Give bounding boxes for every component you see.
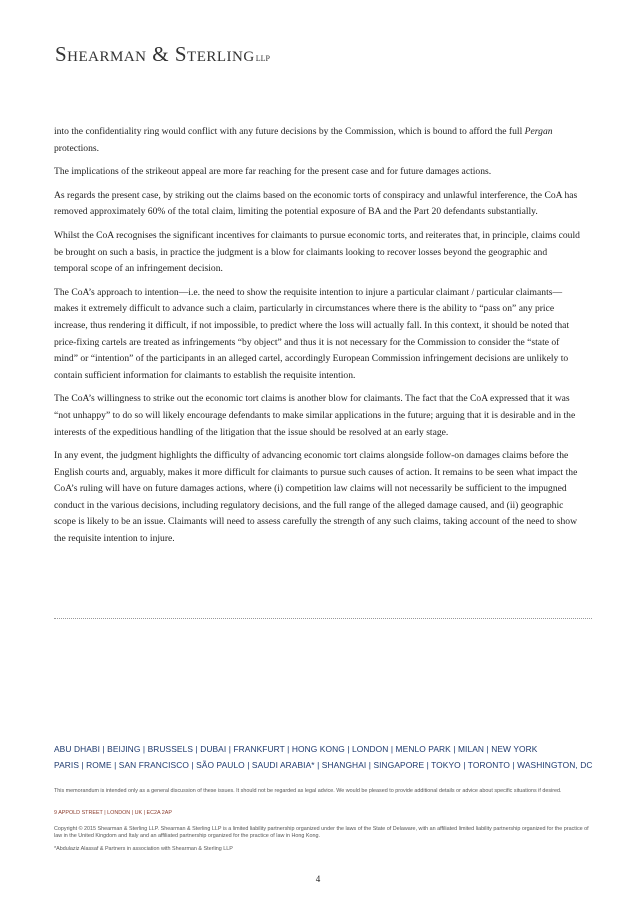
page-number: 4: [315, 874, 321, 884]
copyright: Copyright © 2015 Shearman & Sterling LLP. Shearman & Sterling LLP is a limited liability partnership organized under the laws of the State of Delaware, with an affiliated limited liability partnership organized for the practice of law in the United Kingdom and Italy and an affiliated partnership organized for the practice of law in Hong Kong.: [54, 826, 589, 840]
paragraph: The CoA’s approach to intention—i.e. the need to show the requisite intention to injure a particular claimant / particular claimants—makes it extremely difficult to advance such a claim, particularly in circumstances where there is the ability to “pass on” any price increase, thus rendering it difficult, if not impossible, to predict where the loss will actually fall. In this context, it should be noted that price-fixing cartels are treated as infringements “by object” and thus it is not necessary for the Commission to consider the “state of mind” or “intention” of the participants in an alleged cartel, accordingly European Commission infringement decisions are unlikely to contain sufficient information for claimants to establish the requisite intention.: [54, 286, 570, 381]
logo-text: Shearman & Sterling: [55, 42, 255, 66]
offices-line: PARIS | ROME | SAN FRANCISCO | SÃO PAULO | SAUDI ARABIA* | SHANGHAI | SINGAPORE | TOKYO | TORONTO | WASHINGTON, DC: [54, 760, 593, 770]
case-name: Pergan: [524, 126, 553, 137]
paragraph: In any event, the judgment highlights the difficulty of advancing economic tort claims alongside follow-on damages claims before the English courts and, arguably, makes it more difficult for claimants to pursue such causes of action. It remains to be seen what impact the CoA’s ruling will have on future damages actions, where (i) competition law claims will not necessarily be sufficient to the impugned conduct in the various decisions, including regulatory decisions, and the full range of the alleged damage caused, and (ii) geographic scope is likely to be an issue. Claimants will need to assess carefully the strength of any such claims, taking account of the need to show the requisite intention to injure.: [54, 450, 578, 545]
firm-logo: [55, 42, 270, 67]
paragraph: As regards the present case, by striking out the claims based on the economic torts of conspiracy and unlawful interference, the CoA has removed approximately 60% of the total claim, limiting the potential exposure of BA and the Part 20 defendants substantially.: [54, 189, 578, 218]
address: 9 APPOLD STREET | LONDON | UK | EC2A 2AP: [54, 810, 172, 816]
paragraph-text: into the confidentiality ring would conflict with any future decisions by the Commission, which is bound to afford the full: [54, 126, 525, 137]
paragraph: The CoA’s willingness to strike out the economic tort claims is another blow for claimants. The fact that the CoA expressed that it was “not unhappy” to do so will likely encourage defendants to make similar applications in the future; arguing that it is desirable and in the interests of the expeditious handling of the litigation that the issue should be resolved at an early stage.: [54, 393, 576, 438]
office-locations: [54, 741, 594, 773]
paragraph: Whilst the CoA recognises the significant incentives for claimants to pursue economic torts, and reiterates that, in principle, claims could be brought on such a basis, in practice the judgment is a blow for claimants looking to recover losses beyond the geographic and temporal scope of an infringement decision.: [54, 229, 580, 275]
affiliate-note: *Abdulaziz Alassaf & Partners in association with Shearman & Sterling LLP: [54, 846, 233, 852]
paragraph: [54, 124, 582, 157]
paragraph: The implications of the strikeout appeal are more far reaching for the present case and for future damages actions.: [54, 166, 492, 178]
disclaimer: This memorandum is intended only as a general discussion of these issues. It should not be regarded as legal advice. We would be pleased to provide additional details or advice about specific situations if desired.: [54, 788, 562, 794]
paragraph-tail: protections.: [54, 142, 100, 154]
offices-line: ABU DHABI | BEIJING | BRUSSELS | DUBAI | FRANKFURT | HONG KONG | LONDON | MENLO PARK | MILAN | NEW YORK: [54, 744, 538, 754]
logo-suffix: LLP: [255, 54, 270, 63]
memo-body: [54, 124, 582, 555]
section-divider: [54, 618, 592, 619]
